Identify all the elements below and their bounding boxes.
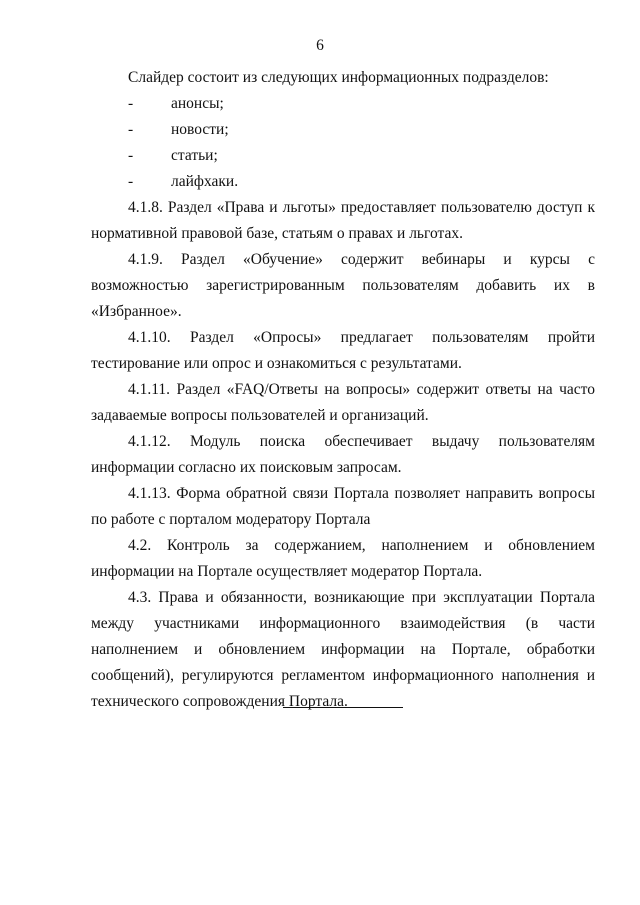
clause-4-1-13: 4.1.13. Форма обратной связи Портала позволяет направить вопросы по работе с порталом модератору Портала — [91, 485, 595, 528]
list-item — [91, 169, 595, 195]
list-item-text: анонсы; — [171, 95, 224, 112]
document-body — [91, 65, 595, 715]
list-item-text: статьи; — [171, 147, 218, 164]
end-of-section-rule — [283, 707, 403, 708]
slider-subsection-list — [91, 91, 595, 195]
slider-intro: Слайдер состоит из следующих информационных подразделов: — [128, 69, 549, 86]
page-number: 6 — [316, 37, 324, 54]
list-marker: - — [128, 121, 134, 138]
clause-4-1-11: 4.1.11. Раздел «FAQ/Ответы на вопросы» содержит ответы на часто задаваемые вопросы пользователей и организаций. — [91, 381, 595, 424]
clause-4-3: 4.3. Права и обязанности, возникающие при эксплуатации Портала между участниками информационного взаимодействия (в части наполнением и обновлением информации на Портале, обработки сообщений), регулируются регламентом информационного наполнения и технического сопровождения Портала. — [91, 589, 595, 710]
clause-4-1-12: 4.1.12. Модуль поиска обеспечивает выдачу пользователям информации согласно их поисковым запросам. — [91, 433, 595, 476]
list-item-text: лайфхаки. — [171, 173, 239, 190]
clause-4-1-9: 4.1.9. Раздел «Обучение» содержит вебинары и курсы с возможностью зарегистрированным пользователям добавить их в «Избранное». — [91, 251, 595, 320]
list-marker: - — [128, 147, 134, 164]
clause-4-1-8: 4.1.8. Раздел «Права и льготы» предоставляет пользователю доступ к нормативной правовой базе, статьям о правах и льготах. — [91, 199, 595, 242]
list-item — [91, 143, 595, 169]
list-item — [91, 91, 595, 117]
list-item — [91, 117, 595, 143]
clause-4-1-10: 4.1.10. Раздел «Опросы» предлагает пользователям пройти тестирование или опрос и ознакомиться с результатами. — [91, 329, 595, 372]
list-marker: - — [128, 95, 134, 112]
clause-4-2: 4.2. Контроль за содержанием, наполнением и обновлением информации на Портале осуществляет модератор Портала. — [91, 537, 595, 580]
list-marker: - — [128, 173, 134, 190]
list-item-text: новости; — [171, 121, 229, 138]
